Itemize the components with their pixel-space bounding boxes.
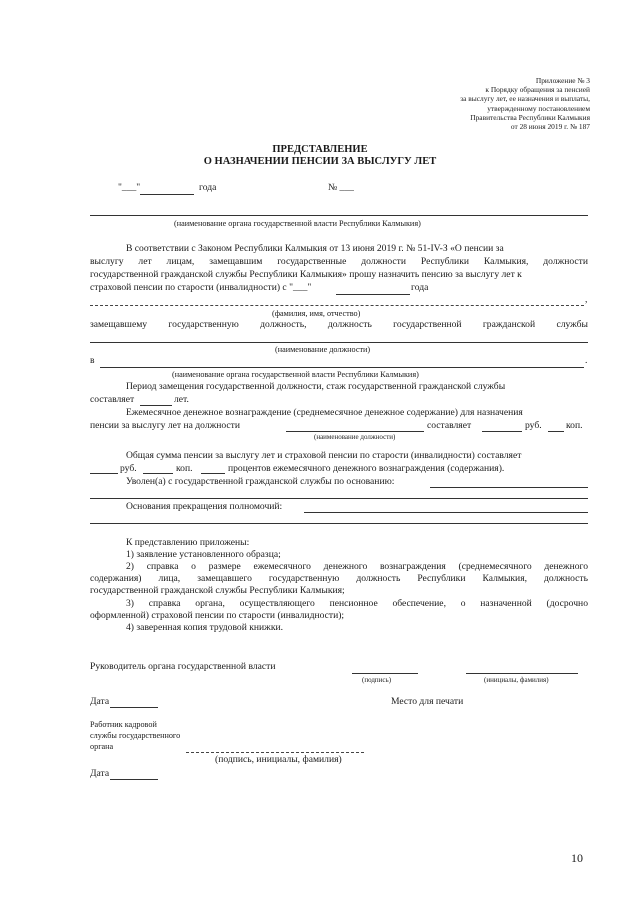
dismissal-label: Уволен(а) с государственной гражданской службы по основанию:: [126, 476, 395, 487]
hr-worker-line3: органа: [90, 742, 114, 751]
hr-signature-caption: (подпись, инициалы, фамилия): [215, 754, 342, 765]
attachment-item-4: 4) заверенная копия трудовой книжки.: [126, 622, 284, 633]
termination-line1: [304, 512, 588, 513]
header-line: утвержденному постановлением: [487, 103, 590, 113]
initials-line: [466, 673, 578, 674]
kop-line: [548, 431, 564, 432]
rub-line: [482, 431, 522, 432]
header-line: за выслугу лет, ее назначения и выплаты,: [460, 94, 590, 104]
percent-label: процентов ежемесячного денежного вознаграждения (содержания).: [228, 463, 505, 474]
date-label-1: Дата: [90, 696, 110, 707]
header-line: Правительства Республики Калмыкия: [470, 112, 590, 122]
document-subtitle: О НАЗНАЧЕНИИ ПЕНСИИ ЗА ВЫСЛУГУ ЛЕТ: [203, 156, 437, 167]
position-caption: (наименование должности): [275, 345, 371, 354]
total-rub-line: [90, 473, 118, 474]
rub-label: руб.: [525, 420, 542, 431]
replacing-word: государственной: [393, 319, 462, 330]
header-line: к Порядку обращения за пенсией: [485, 85, 590, 95]
dismissal-line2: [90, 498, 588, 499]
replacing-word: гражданской: [482, 319, 536, 330]
paragraph-law-line1: В соответствии с Законом Республики Калмыкия от 13 июня 2019 г. № 51-IV-З «О пенсии за: [126, 243, 504, 254]
appendix-header: [460, 76, 590, 131]
head-of-organ-label: Руководитель органа государственной власти: [90, 661, 276, 672]
organ2-dot: .: [585, 355, 588, 366]
paragraph-law-line3: государственной гражданской службы Республики Калмыкия» прошу назначить пенсию за выслугу лет к: [90, 269, 522, 280]
start-date-month-line: [336, 294, 410, 295]
page-number: 10: [571, 851, 583, 865]
total-kop-line: [143, 473, 173, 474]
attachment-item-2-line1: 2) справка о размере ежемесячного денежного вознаграждения (среднемесячного денежного: [126, 561, 588, 572]
date-day-field: "___": [118, 182, 141, 193]
initials-caption: (инициалы, фамилия): [484, 676, 549, 684]
organ-name-line: [90, 215, 588, 216]
hr-worker-line1: Работник кадровой: [90, 720, 157, 729]
paragraph-period-line2: составляет: [90, 394, 135, 405]
date-label-2: Дата: [90, 768, 110, 779]
kop-label: коп.: [566, 420, 583, 431]
replacing-word: государственную: [168, 319, 239, 330]
position-line: [90, 342, 588, 343]
paragraph-law-line4: страховой пенсии по старости (инвалидности) с "___": [90, 282, 312, 293]
dismissal-line1: [430, 487, 588, 488]
in-label: в: [90, 355, 95, 366]
fio-line: [90, 305, 584, 306]
organ2-caption: (наименование органа государственной власти Республики Калмыкия): [172, 370, 419, 379]
paragraph-law-line2: выслугу лет лицам, замещавшим государственные должности Республики Калмыкия, должности: [90, 256, 588, 267]
salary-position-caption: (наименование должности): [314, 433, 396, 441]
termination-line2: [90, 523, 588, 524]
hr-signature-line: [186, 752, 364, 753]
years-line: [140, 405, 172, 406]
total-rub-label: руб.: [120, 463, 137, 474]
attachment-item-2-line3: государственной гражданской службы Республики Калмыкия;: [90, 585, 345, 596]
seal-place-label: Место для печати: [391, 696, 464, 707]
paragraph-total-line1: Общая сумма пенсии за выслугу лет и страховой пенсии по старости (инвалидности) составляет: [126, 450, 522, 461]
header-line: Приложение № 3: [535, 76, 590, 85]
organ2-line: [100, 367, 584, 368]
percent-line: [201, 473, 225, 474]
start-date-year-label: года: [411, 282, 429, 293]
hr-worker-line2: службы государственного: [90, 731, 181, 740]
replacing-word: должность,: [260, 319, 307, 330]
attachment-item-1: 1) заявление установленного образца;: [126, 549, 281, 560]
date-year-label: года: [199, 182, 217, 193]
amount-label: составляет: [427, 420, 472, 431]
date-line-2: [110, 779, 158, 780]
attachment-item-2-line2: содержания) лица, замещавшего государственную должность Республики Калмыкия, должность: [90, 573, 588, 584]
replacing-position-row: [90, 319, 588, 331]
paragraph-salary-line2: пенсии за выслугу лет на должности: [90, 420, 240, 431]
replacing-word: должность: [327, 319, 372, 330]
termination-label: Основания прекращения полномочий:: [126, 501, 283, 512]
header-line: от 28 июня 2019 г. № 187: [510, 122, 590, 132]
attachments-intro: К представлению приложены:: [126, 537, 250, 548]
signature-line: [352, 673, 418, 674]
paragraph-period-line1: Период замещения государственной должности, стаж государственной гражданской службы: [126, 381, 506, 392]
document-number: № ___: [328, 182, 354, 193]
fio-caption: (фамилия, имя, отчество): [272, 309, 361, 318]
attachment-item-3-line1: 3) справка органа, осуществляющего пенсионное обеспечение, о назначенной (досрочно: [126, 598, 588, 609]
years-label: лет.: [174, 394, 189, 405]
replacing-word: замещавшему: [90, 319, 148, 330]
paragraph-salary-line1: Ежемесячное денежное вознаграждение (среднемесячное денежное содержание) для назначения: [126, 407, 523, 418]
document-title: ПРЕДСТАВЛЕНИЕ: [272, 144, 368, 155]
salary-position-line: [286, 431, 424, 432]
date-month-line: [140, 194, 194, 195]
date-line-1: [110, 707, 158, 708]
replacing-word: службы: [556, 319, 588, 330]
organ-caption: (наименование органа государственной власти Республики Калмыкия): [174, 219, 421, 228]
total-kop-label: коп.: [176, 463, 193, 474]
signature-caption: (подпись): [362, 676, 392, 684]
attachment-item-3-line2: оформленной) страховой пенсии по старости (инвалидности);: [90, 610, 345, 621]
fio-comma: ,: [585, 294, 588, 305]
